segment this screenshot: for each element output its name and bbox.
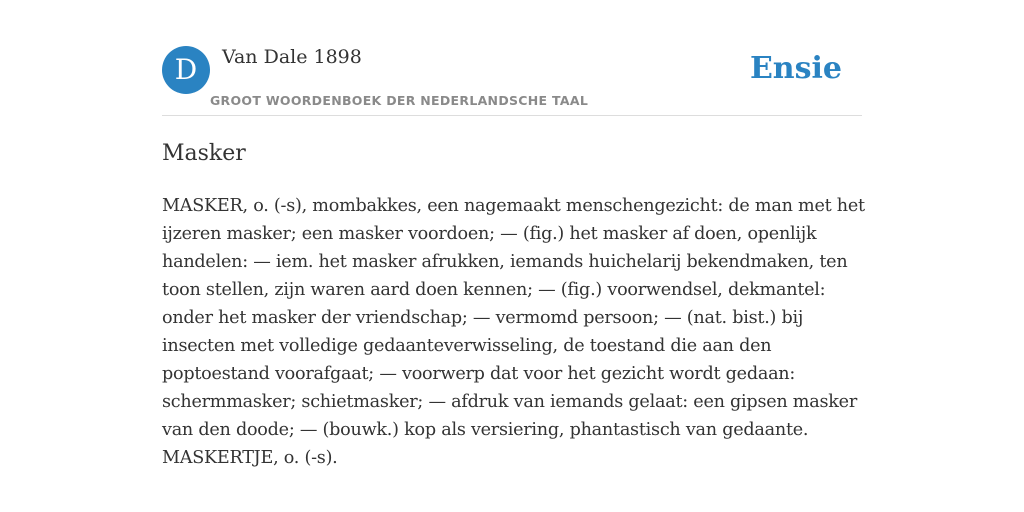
header: [162, 46, 862, 116]
dictionary-subtitle: GROOT WOORDENBOEK DER NEDERLANDSCHE TAAL: [210, 93, 589, 108]
ensie-logo[interactable]: Ensie: [749, 51, 842, 86]
dictionary-title[interactable]: Van Dale 1898: [222, 46, 362, 68]
definition-text: MASKER, o. (-s), mombakkes, een nagemaakt menschengezicht: de man met het ijzeren masker; een masker voordoen; — (fig.) het masker af doen, openlijk handelen: — iem. het masker afrukken, iemands huichelarij bekendmaken, ten toon stellen, zijn waren aard doen kennen; — (fig.) voorwendsel, dekmantel: onder het masker der vriendschap; — vermomd persoon; — (nat. bist.) bij insecten met volledige gedaanteverwisseling, de toestand die aan den poptoestand voorafgaat; — voorwerp dat voor het gezicht wordt gedaan: schermmasker; schietmasker; — afdruk van iemands gelaat: een gipsen masker van den doode; — (bouwk.) kop als versiering, phantastisch van gedaante.: [162, 196, 865, 440]
header-divider: [162, 115, 862, 116]
entry-headword: Masker: [162, 141, 246, 166]
diminutive-text: MASKERTJE, o. (-s).: [162, 448, 338, 468]
dictionary-logo[interactable]: D: [162, 46, 210, 94]
entry-definition: [162, 192, 872, 472]
